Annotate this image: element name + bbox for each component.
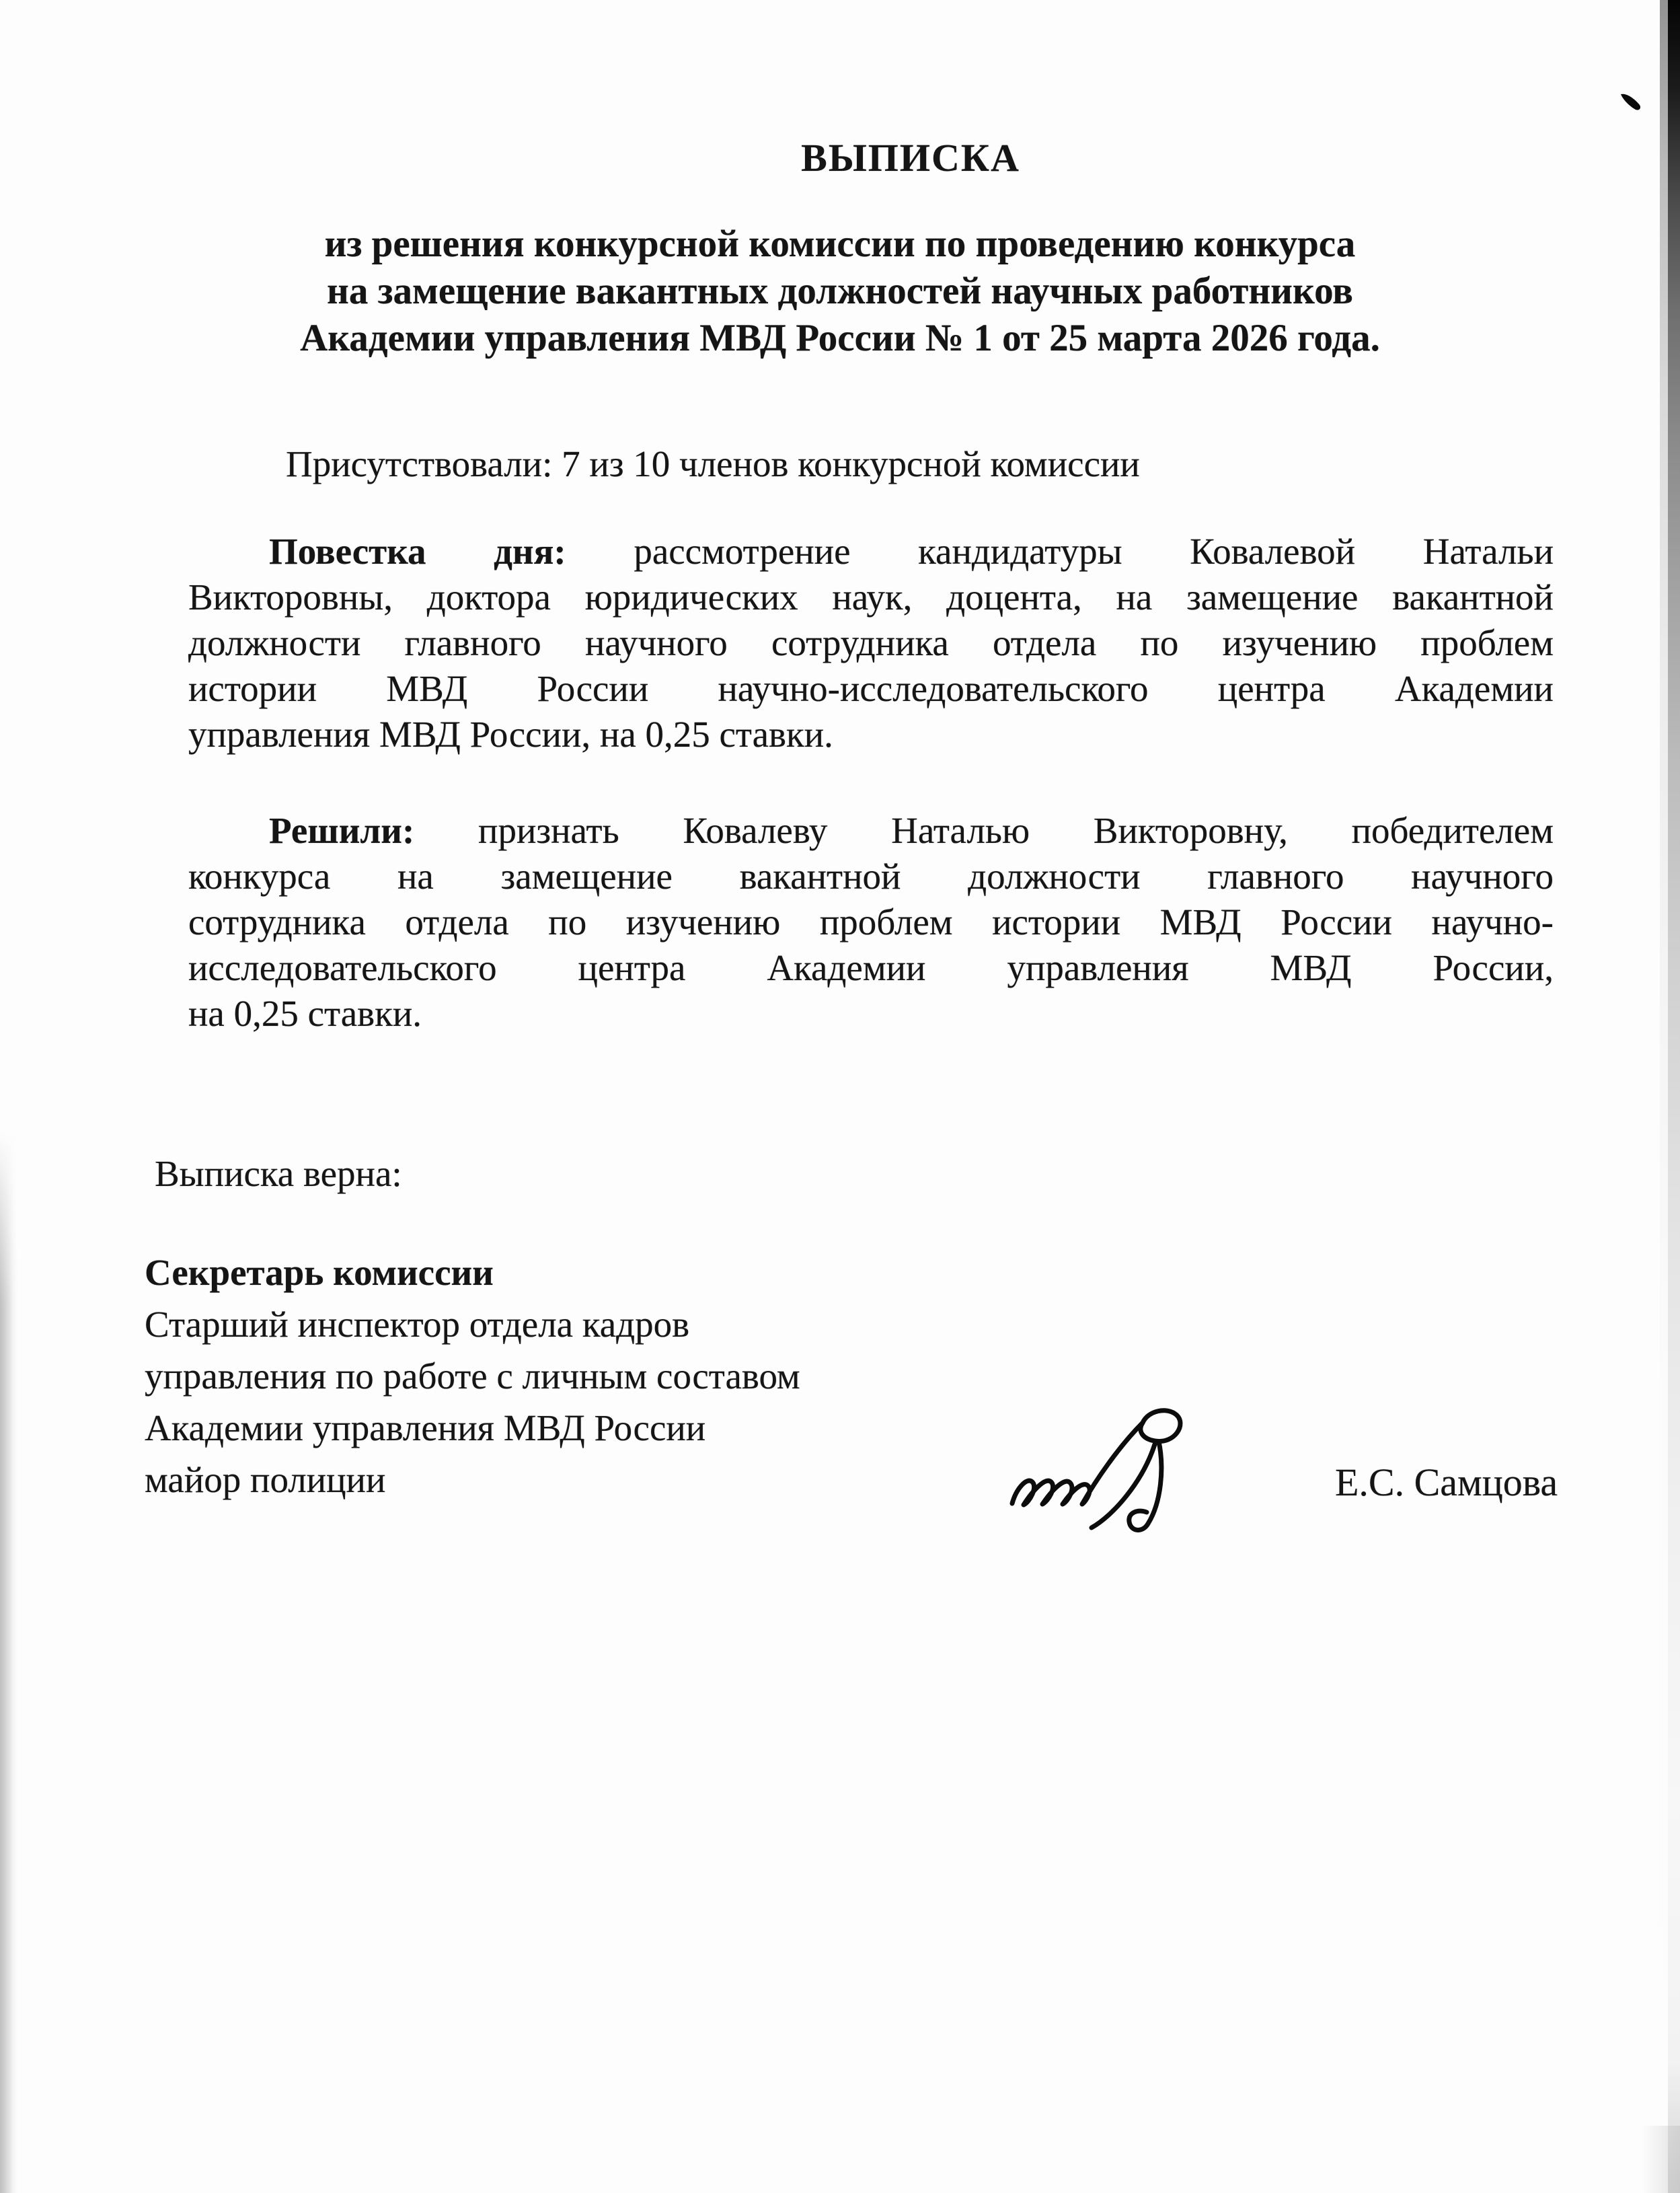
signatory-name: Е.С. Самцова: [1335, 1460, 1558, 1504]
subtitle-line-2: на замещение вакантных должностей научных работников: [327, 270, 1353, 312]
agenda-line-5: управления МВД России, на 0,25 ставки.: [188, 714, 833, 755]
attendance-line: Присутствовали: 7 из 10 членов конкурсной комиссии: [286, 443, 1140, 484]
agenda-line-1: [188, 529, 1554, 574]
certification-line: Выписка верна:: [155, 1153, 402, 1194]
agenda-label: Повестка дня:: [269, 531, 566, 572]
decision-line-4: исследовательского центра Академии управления МВД России,: [188, 947, 1554, 988]
scan-corner-patch: [1633, 2126, 1680, 2193]
decision-paragraph: [188, 808, 1554, 1037]
decision-line-1-text: признать Ковалеву Наталью Викторовну, победителем: [478, 810, 1554, 851]
signatory-role-line-2: управления по работе с личным составом: [145, 1355, 800, 1397]
subtitle-line-1: из решения конкурсной комиссии по проведению конкурса: [324, 223, 1356, 265]
pen-mark-artifact: [1619, 91, 1642, 113]
document-subtitle: [134, 221, 1546, 362]
signatory-role-line-3: Академии управления МВД России: [145, 1407, 706, 1448]
decision-line-1: [188, 808, 1554, 854]
decision-label: Решили:: [269, 810, 415, 851]
agenda-paragraph: [188, 529, 1554, 757]
agenda-line-3: должности главного научного сотрудника отдела по изучению проблем: [188, 622, 1554, 663]
decision-line-2: конкурса на замещение вакантной должности главного научного: [188, 856, 1554, 897]
agenda-line-1-text: рассмотрение кандидатуры Ковалевой Натальи: [634, 531, 1554, 572]
scan-edge-left-fade: [0, 1090, 17, 1305]
decision-line-3: сотрудника отдела по изучению проблем истории МВД России научно-: [188, 901, 1554, 942]
scan-edge-right-shadow: [1660, 0, 1668, 2193]
document-title: ВЫПИСКА: [801, 136, 1020, 180]
subtitle-line-3: Академии управления МВД России № 1 от 25 марта 2026 года.: [300, 317, 1380, 359]
signatory-role-line-1: Старший инспектор отдела кадров: [145, 1304, 690, 1345]
signatory-role-line-4: майор полиции: [145, 1459, 386, 1500]
signatory-block: [145, 1247, 800, 1506]
scan-edge-right: [1668, 0, 1680, 2193]
agenda-line-4: истории МВД России научно-исследовательского центра Академии: [188, 668, 1554, 709]
decision-line-5: на 0,25 ставки.: [188, 993, 422, 1034]
agenda-line-2: Викторовны, доктора юридических наук, доцента, на замещение вакантной: [188, 577, 1554, 618]
handwritten-signature: [1005, 1403, 1227, 1544]
signatory-role-title: Секретарь комиссии: [145, 1252, 494, 1293]
